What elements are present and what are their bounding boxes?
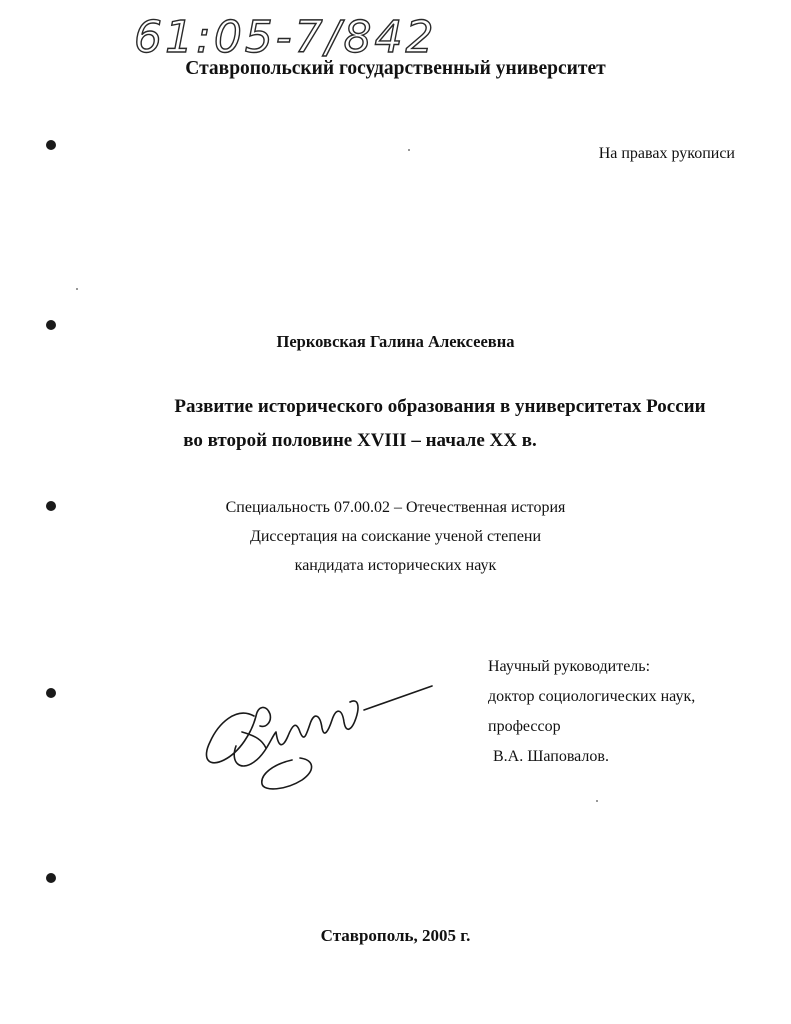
specialty-block (0, 493, 791, 580)
signature (196, 676, 446, 796)
scan-speck (596, 800, 598, 802)
dissertation-title (60, 390, 791, 458)
supervisor-degree: доктор социологических наук, (488, 688, 696, 705)
rights-note: На правах рукописи (598, 145, 735, 162)
degree-line: Диссертация на соискание ученой степени (249, 528, 542, 545)
archive-code-handwriting (130, 8, 450, 60)
binding-hole (46, 501, 56, 511)
author-name: Перковская Галина Алексеевна (276, 332, 515, 351)
supervisor-rank: профессор (488, 718, 561, 735)
supervisor-label: Научный руководитель: (488, 658, 651, 675)
title-line-2: во второй половине XVIII – начале XX в. (183, 430, 537, 451)
city-year: Ставрополь, 2005 г. (320, 926, 471, 945)
scan-speck (408, 149, 410, 151)
candidate-line: кандидата исторических наук (294, 557, 497, 574)
specialty-line: Специальность 07.00.02 – Отечественная история (225, 499, 566, 516)
supervisor-name: В.А. Шаповалов. (493, 748, 609, 765)
supervisor-block (488, 652, 695, 772)
signature-drawing (196, 676, 446, 796)
binding-hole (46, 140, 56, 150)
archive-code (130, 8, 450, 60)
title-line-1: Развитие исторического образования в университетах России (174, 396, 706, 417)
archive-code-text: 61:05-7/842 (134, 12, 437, 60)
binding-hole (46, 688, 56, 698)
university-name: Ставропольский государственный университет (185, 58, 606, 79)
scan-speck (76, 288, 78, 290)
binding-hole (46, 873, 56, 883)
binding-hole (46, 320, 56, 330)
